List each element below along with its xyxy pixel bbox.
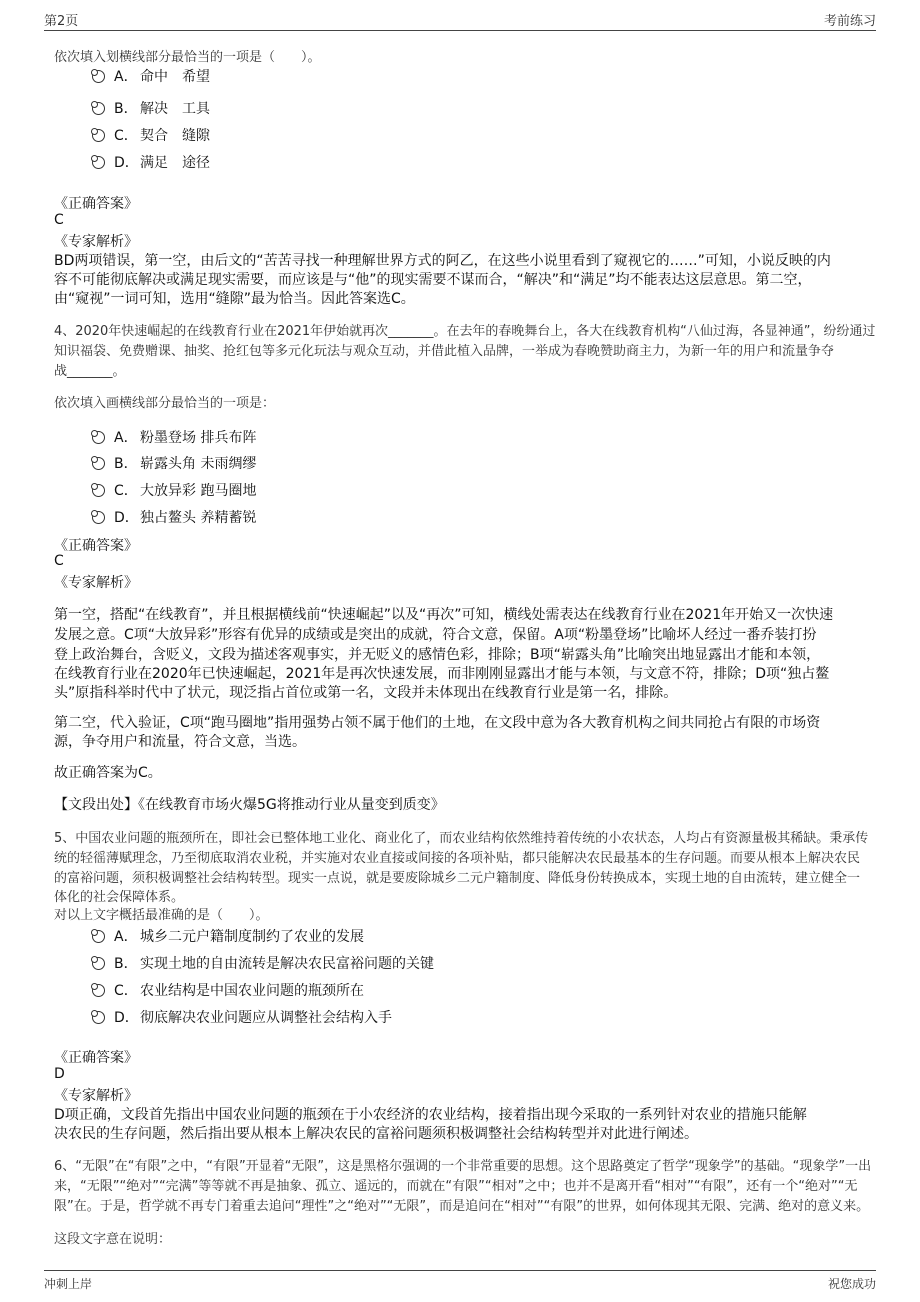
option-label: C．	[114, 983, 138, 999]
option-label: B．	[114, 956, 138, 972]
analysis-line: 容不可能彻底解决或满足现实需要，而应该是与“他”的现实需要不谋而合，“解决”和“满足”均不能表达这层意思。第二空，	[54, 272, 812, 288]
q5-stem-line: 体化的社会保障体系。	[54, 890, 185, 905]
radio-icon[interactable]	[92, 431, 105, 444]
analysis-line: 头”原指科举时代中了状元，现泛指占首位或第一名，文段并未体现出在线教育行业是第一名，排除。	[54, 685, 678, 701]
answer-title: 《正确答案》	[54, 1050, 138, 1066]
footer-right: 祝您成功	[827, 1277, 876, 1291]
radio-icon[interactable]	[92, 984, 105, 997]
answer-value: C	[54, 212, 64, 228]
radio-icon[interactable]	[92, 930, 105, 943]
option-text: 契合 缝隙	[140, 128, 210, 144]
option-label: C．	[114, 483, 138, 499]
q4-prompt: 依次填入画横线部分最恰当的一项是：	[54, 396, 276, 411]
radio-icon[interactable]	[92, 156, 105, 169]
radio-icon[interactable]	[92, 70, 105, 83]
option-text: 大放异彩 跑马圈地	[140, 483, 257, 499]
answer-title: 《正确答案》	[54, 196, 138, 212]
q4-stem-line: 战_______。	[54, 364, 126, 379]
analysis-title: 《专家解析》	[54, 234, 138, 250]
q4-stem-line: 4、2020年快速崛起的在线教育行业在2021年伊始就再次_______。在去年的春晚舞台上，各大在线教育机构“八仙过海，各显神通”，纷纷通过	[54, 324, 876, 339]
analysis-line: 决农民的生存问题，然后指出要从根本上解决农民的富裕问题须积极调整社会结构转型并对此进行阐述。	[54, 1126, 698, 1142]
page-header	[44, 6, 876, 31]
footer-left: 冲刺上岸	[44, 1277, 93, 1291]
page-footer	[44, 1270, 876, 1297]
answer-value: C	[54, 553, 64, 569]
q5-stem-line: 统的轻徭薄赋理念，乃至彻底取消农业税，并实施对农业直接或间接的各项补贴，都只能解决农民最基本的生存问题。而要从根本上解决农民	[54, 851, 861, 866]
analysis-line: BD两项错误，第一空，由后文的“苦苦寻找一种理解世界方式的阿乙，在这些小说里看到了窥视它的……”可知，小说反映的内	[54, 253, 831, 269]
radio-icon[interactable]	[92, 129, 105, 142]
option-text: 实现土地的自由流转是解决农民富裕问题的关键	[140, 956, 434, 972]
analysis-conclusion: 故正确答案为C。	[54, 765, 162, 781]
q6-prompt: 这段文字意在说明：	[54, 1232, 172, 1247]
q5-stem-line: 对以上文字概括最准确的是（ ）。	[54, 908, 269, 923]
option-text: 农业结构是中国农业问题的瓶颈所在	[140, 983, 364, 999]
option-text: 满足 途径	[140, 155, 210, 171]
radio-icon[interactable]	[92, 102, 105, 115]
option-text: 命中 希望	[140, 69, 210, 85]
radio-icon[interactable]	[92, 957, 105, 970]
option-label: B．	[114, 456, 138, 472]
option-label: B．	[114, 101, 138, 117]
analysis-title: 《专家解析》	[54, 575, 138, 591]
option-text: 粉墨登场 排兵布阵	[140, 430, 257, 446]
q5-stem-line: 5、中国农业问题的瓶颈所在，即社会已整体地工业化、商业化了，而农业结构依然维持着传统的小农状态，人均占有资源量极其稀缺。秉承传	[54, 831, 869, 846]
q6-stem-line: 来，“无限”“绝对”“完满”等等就不再是抽象、孤立、遥远的，而就在“有限”“相对”之中；也并不是离开看“相对”“有限”，还有一个“绝对”“无	[54, 1179, 858, 1194]
option-text: 彻底解决农业问题应从调整社会结构入手	[140, 1010, 392, 1026]
analysis-line: 发展之意。C项“大放异彩”形容有优异的成绩或是突出的成就，符合文意，保留。A项“粉墨登场”比喻坏人经过一番乔装打扮	[54, 627, 817, 643]
option-text: 解决 工具	[140, 101, 210, 117]
header-title: 考前练习	[823, 14, 876, 29]
analysis-line: 登上政治舞台，含贬义，文段为描述客观事实，并无贬义的感情色彩，排除；B项“崭露头角”比喻突出地显露出才能和本领，	[54, 647, 821, 663]
answer-value: D	[54, 1066, 65, 1082]
page-number: 第2页	[44, 14, 79, 29]
option-text: 城乡二元户籍制度制约了农业的发展	[140, 929, 364, 945]
analysis-line: D项正确，文段首先指出中国农业问题的瓶颈在于小农经济的农业结构，接着指出现今采取的一系列针对农业的措施只能解	[54, 1107, 807, 1123]
analysis-line: 源，争夺用户和流量，符合文意，当选。	[54, 734, 306, 750]
option-label: A．	[114, 430, 138, 446]
answer-title: 《正确答案》	[54, 538, 138, 554]
q6-stem-line: 限”在。于是，哲学就不再专门着重去追问“理性”之“绝对”“无限”，而是追问在“相对”“有限”的世界，如何体现其无限、完满、绝对的意义来。	[54, 1199, 870, 1214]
q6-stem-line: 6、“无限”在“有限”之中，“有限”开显着“无限”，这是黑格尔强调的一个非常重要的思想。这个思路奠定了哲学“现象学”的基础。“现象学”一出	[54, 1159, 872, 1174]
analysis-line: 第一空，搭配“在线教育”，并且根据横线前“快速崛起”以及“再次”可知，横线处需表达在线教育行业在2021年开始又一次快速	[54, 607, 834, 623]
option-text: 崭露头角 未雨绸缪	[140, 456, 257, 472]
radio-icon[interactable]	[92, 511, 105, 524]
radio-icon[interactable]	[92, 457, 105, 470]
option-label: D．	[114, 155, 139, 171]
radio-icon[interactable]	[92, 484, 105, 497]
option-label: D．	[114, 510, 139, 526]
option-label: A．	[114, 929, 138, 945]
option-label: C．	[114, 128, 138, 144]
analysis-title: 《专家解析》	[54, 1088, 138, 1104]
q4-stem-line: 知识福袋、免费赠课、抽奖、抢红包等多元化玩法与观众互动，并借此植入品牌，一举成为春晚赞助商主力，为新一年的用户和流量争夺	[54, 344, 835, 359]
analysis-line: 在线教育行业在2020年已快速崛起，2021年是再次快速发展，而非刚刚显露出才能与本领，与文意不符，排除；D项“独占鳌	[54, 666, 830, 682]
analysis-line: 第二空，代入验证，C项“跑马圈地”指用强势占领不属于他们的土地，在文段中意为各大教育机构之间共同抢占有限的市场资	[54, 715, 821, 731]
analysis-line: 由“窥视”一词可知，选用“缝隙”最为恰当。因此答案选C。	[54, 291, 415, 307]
option-label: A．	[114, 69, 138, 85]
option-label: D．	[114, 1010, 139, 1026]
option-text: 独占鳌头 养精蓄锐	[140, 510, 257, 526]
q5-stem-line: 的富裕问题，须积极调整社会结构转型。现实一点说，就是要废除城乡二元户籍制度、降低身份转换成本，实现土地的自由流转，建立健全一	[54, 871, 861, 886]
source-citation: 【文段出处】《在线教育市场火爆5G将推动行业从量变到质变》	[54, 797, 445, 813]
q3-stem: 依次填入划横线部分最恰当的一项是（ ）。	[54, 50, 321, 65]
radio-icon[interactable]	[92, 1011, 105, 1024]
